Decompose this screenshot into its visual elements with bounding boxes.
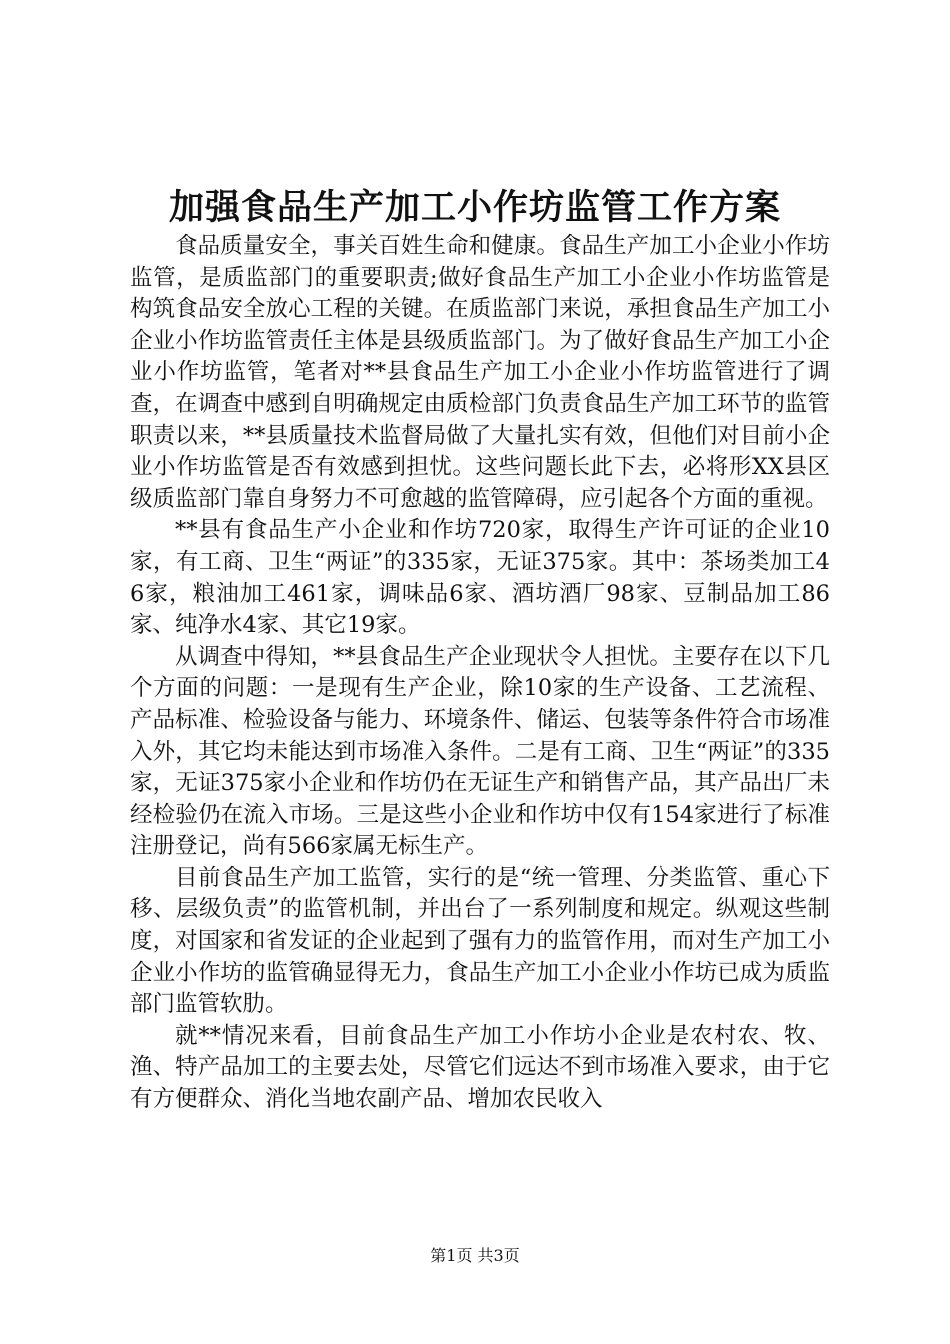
page-footer	[0, 1246, 950, 1266]
page-indicator: 第1页 共3页	[430, 1246, 520, 1265]
paragraph-3: 从调查中得知，**县食品生产企业现状令人担忧。主要存在以下几个方面的问题：一是现有生产企业，除10家的生产设备、工艺流程、产品标准、检验设备与能力、环境条件、储运、包装等条件符合市场准入外，其它均未能达到市场准入条件。二是有工商、卫生“两证”的335家，无证375家小企业和作坊仍在无证生产和销售产品，其产品出厂未经检验仍在流入市场。三是这些小企业和作坊中仅有154家进行了标准注册登记，尚有566家属无标生产。	[130, 643, 830, 860]
paragraph-2: **县有食品生产小企业和作坊720家，取得生产许可证的企业10家，有工商、卫生“两证”的335家，无证375家。其中：茶场类加工46家，粮油加工461家，调味品6家、酒坊酒厂98家、豆制品加工86家、纯净水4家、其它19家。	[130, 517, 830, 639]
paragraph-4: 目前食品生产加工监管，实行的是“统一管理、分类监管、重心下移、层级负责”的监管机制，并出台了一系列制度和规定。纵观这些制度，对国家和省发证的企业起到了强有力的监管作用，而对生产加工小企业小作坊的监管确显得无力，食品生产加工小企业小作坊已成为质监部门监管软肋。	[130, 864, 830, 1018]
paragraph-5: 就**情况来看，目前食品生产加工小作坊小企业是农村农、牧、渔、特产品加工的主要去处，尽管它们远达不到市场准入要求，由于它有方便群众、消化当地农副产品、增加农民收入	[130, 1022, 830, 1113]
document-title: 加强食品生产加工小作坊监管工作方案	[168, 187, 781, 228]
paragraph-1: 食品质量安全，事关百姓生命和健康。食品生产加工小企业小作坊监管，是质监部门的重要职责;做好食品生产加工小企业小作坊监管是构筑食品安全放心工程的关键。在质监部门来说，承担食品生产加工小企业小作坊监管责任主体是县级质监部门。为了做好食品生产加工小企业小作坊监管，笔者对**县食品生产加工小企业小作坊监管进行了调查，在调查中感到自明确规定由质检部门负责食品生产加工环节的监管职责以来，**县质量技术监督局做了大量扎实有效，但他们对目前小企业小作坊监管是否有效感到担忧。这些问题长此下去，必将形XX县区级质监部门靠自身努力不可愈越的监管障碍，应引起各个方面的重视。	[130, 233, 830, 512]
document-body	[130, 231, 830, 1116]
